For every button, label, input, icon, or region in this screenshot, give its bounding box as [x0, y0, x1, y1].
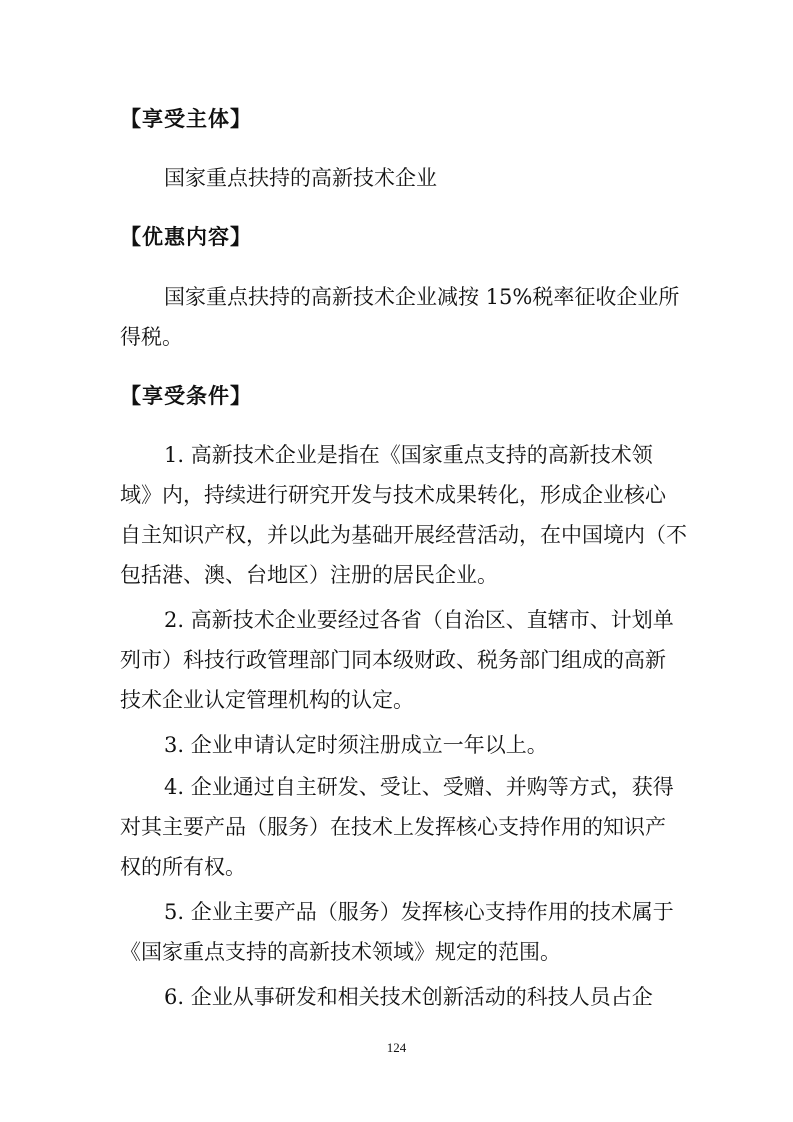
condition-line-7: 技术企业认定管理机构的认定。: [120, 688, 414, 712]
condition-line-14: 6. 企业从事研发和相关技术创新活动的科技人员占企: [164, 985, 653, 1009]
section-heading-conditions: 【享受条件】: [120, 384, 252, 408]
condition-line-10: 对其主要产品（服务）在技术上发挥核心支持作用的知识产: [120, 815, 666, 839]
condition-line-5: 2. 高新技术企业要经过各省（自治区、直辖市、计划单: [164, 608, 674, 632]
benefit-line-1: 国家重点扶持的高新技术企业减按 15%税率征收企业所: [164, 285, 680, 309]
condition-line-1: 1. 高新技术企业是指在《国家重点支持的高新技术领: [164, 443, 653, 467]
section-heading-subject: 【享受主体】: [120, 107, 252, 131]
condition-line-4: 包括港、澳、台地区）注册的居民企业。: [120, 563, 498, 587]
subject-line-1: 国家重点扶持的高新技术企业: [164, 166, 437, 190]
condition-line-9: 4. 企业通过自主研发、受让、受赠、并购等方式，获得: [164, 775, 674, 799]
condition-line-2: 域》内，持续进行研究开发与技术成果转化，形成企业核心: [120, 483, 666, 507]
condition-line-6: 列市）科技行政管理部门同本级财政、税务部门组成的高新: [120, 648, 666, 672]
page-number: 124: [386, 1040, 407, 1055]
section-heading-benefit: 【优惠内容】: [120, 225, 252, 249]
condition-line-11: 权的所有权。: [120, 855, 246, 879]
condition-line-12: 5. 企业主要产品（服务）发挥核心支持作用的技术属于: [164, 900, 674, 924]
condition-line-13: 《国家重点支持的高新技术领域》规定的范围。: [120, 940, 561, 964]
condition-line-8: 3. 企业申请认定时须注册成立一年以上。: [164, 733, 548, 757]
condition-line-3: 自主知识产权，并以此为基础开展经营活动，在中国境内（不: [120, 523, 687, 547]
benefit-line-2: 得税。: [120, 325, 183, 349]
